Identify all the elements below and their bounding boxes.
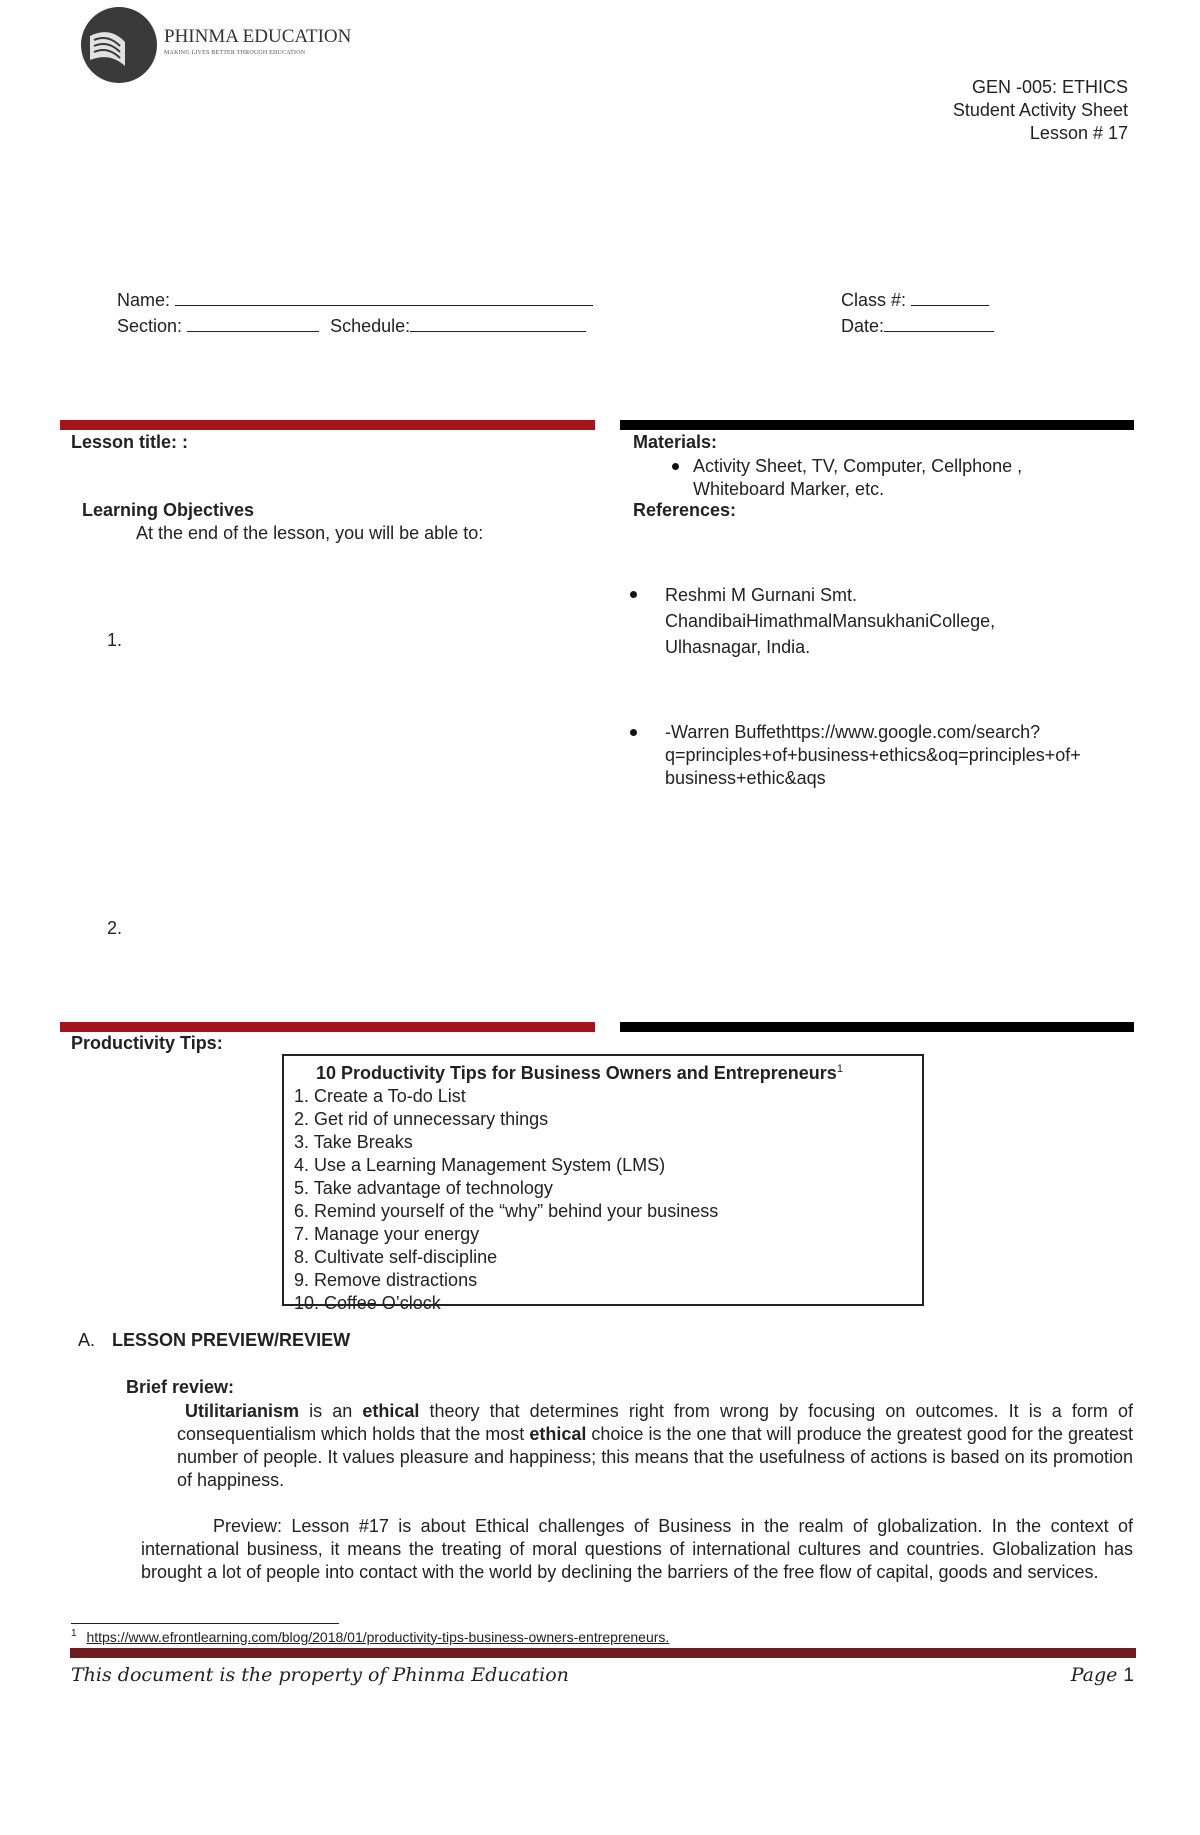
tip-item: 7. Manage your energy	[294, 1224, 480, 1244]
schedule-field[interactable]	[410, 315, 586, 332]
materials-line-2: Whiteboard Marker, etc.	[693, 479, 885, 499]
tip-item: 4. Use a Learning Management System (LMS)	[294, 1155, 666, 1175]
tip-item: 9. Remove distractions	[294, 1270, 478, 1290]
class-field[interactable]	[911, 289, 989, 306]
objectives-title: Learning Objectives	[82, 500, 255, 520]
term-utilitarianism: Utilitarianism	[185, 1401, 300, 1421]
tip-item: 1. Create a To-do List	[294, 1086, 466, 1106]
lesson-title-label: Lesson title: :	[71, 432, 189, 452]
logo-name: PHINMA EDUCATION	[164, 26, 352, 47]
objective-item-2: 2.	[107, 918, 123, 938]
reference-item-1	[630, 582, 995, 660]
tip-item: 8. Cultivate self-discipline	[294, 1247, 498, 1267]
section-label: Section:	[117, 316, 183, 336]
document-header	[953, 76, 1128, 145]
bullet-icon	[630, 591, 637, 598]
section-a-title: LESSON PREVIEW/REVIEW	[112, 1330, 351, 1350]
brief-text-3: choice is the one that will produce the greatest good for the greatest number of people. It values pleasure and happiness; this means that the usefulness of actions is based on its promotion of happiness.	[177, 1424, 1133, 1490]
date-row	[841, 315, 994, 337]
reference-2-line-3[interactable]: business+ethic&aqs	[665, 768, 826, 788]
lesson-number: Lesson # 17	[1029, 123, 1128, 143]
name-label: Name:	[117, 290, 171, 310]
references-label: References:	[633, 500, 737, 520]
tip-item: 2. Get rid of unnecessary things	[294, 1109, 549, 1129]
tips-divider-black	[620, 1022, 1134, 1032]
tip-item: 10. Coffee O’clock	[294, 1293, 441, 1313]
left-divider-red	[60, 420, 595, 430]
logo	[80, 6, 352, 84]
reference-item-2	[630, 721, 1081, 790]
name-row	[117, 289, 593, 311]
reference-2-line-1[interactable]: -Warren Buffethttps://www.google.com/search?	[665, 722, 1041, 742]
page-number	[1071, 1664, 1134, 1687]
objective-item-1: 1.	[107, 630, 123, 650]
page-num: 1	[1123, 1665, 1134, 1686]
reference-1-line-1: Reshmi M Gurnani Smt.	[665, 585, 858, 605]
footnote-link[interactable]: https://www.efrontlearning.com/blog/2018/01/productivity-tips-business-owners-entrepreneurs.	[86, 1628, 670, 1645]
materials-line-1: Activity Sheet, TV, Computer, Cellphone ,	[693, 456, 1023, 476]
brief-review-text	[177, 1400, 1133, 1492]
schedule-label: Schedule:	[330, 316, 411, 336]
term-ethical: ethical	[362, 1401, 420, 1421]
logo-tagline: MAKING LIVES BETTER THROUGH EDUCATION	[164, 50, 306, 56]
sheet-title: Student Activity Sheet	[952, 100, 1128, 120]
page-label: Page	[1070, 1664, 1124, 1686]
brief-text-1: is an	[299, 1401, 363, 1421]
objectives-intro: At the end of the lesson, you will be able to:	[136, 523, 484, 543]
reference-1-line-3: Ulhasnagar, India.	[665, 637, 811, 657]
productivity-tips-label: Productivity Tips:	[71, 1033, 223, 1053]
section-a-marker: A.	[78, 1330, 96, 1350]
tips-divider-red	[60, 1022, 595, 1032]
phinma-logo-icon	[80, 6, 158, 84]
brief-review-label: Brief review:	[126, 1377, 235, 1397]
tips-box-title-text: 10 Productivity Tips for Business Owners and Entrepreneurs	[316, 1063, 837, 1083]
reference-1-line-2: ChandibaiHimathmalMansukhaniCollege,	[665, 611, 996, 631]
preview-text: Preview: Lesson #17 is about Ethical challenges of Business in the realm of globalization. In the context of international business, it means the treating of moral questions of international cultures and countries. Globalization has brought a lot of people into contact with the world by declining the barriers of the free flow of capital, goods and services.	[141, 1516, 1133, 1582]
name-field[interactable]	[175, 289, 593, 306]
footnote	[71, 1628, 669, 1645]
section-row	[117, 315, 586, 337]
materials-list	[672, 455, 1022, 501]
section-a-heading	[78, 1330, 350, 1351]
tip-item: 6. Remind yourself of the “why” behind your business	[294, 1201, 719, 1221]
bullet-icon	[630, 729, 637, 736]
brief-text-2: theory that determines right from wrong by focusing on outcomes. It is a form of consequentialism which holds that the most	[177, 1401, 1133, 1444]
productivity-tips-box	[282, 1054, 924, 1313]
term-ethical: ethical	[529, 1424, 587, 1444]
class-label: Class #:	[841, 290, 907, 310]
class-row	[841, 289, 989, 311]
section-field[interactable]	[187, 315, 319, 332]
footnote-mark[interactable]: 1	[836, 1063, 843, 1075]
footer-bar	[70, 1648, 1136, 1658]
footer-property-text: This document is the property of Phinma Education	[71, 1664, 569, 1686]
tip-item: 3. Take Breaks	[294, 1132, 413, 1152]
bullet-icon	[672, 463, 679, 470]
footnote-separator	[71, 1623, 339, 1624]
date-label: Date:	[841, 316, 885, 336]
tip-item: 5. Take advantage of technology	[294, 1178, 553, 1198]
right-divider-black	[620, 420, 1134, 430]
tips-box-title	[294, 1058, 922, 1085]
course-code: GEN -005: ETHICS	[971, 77, 1128, 97]
date-field[interactable]	[884, 315, 994, 332]
materials-label: Materials:	[633, 432, 718, 452]
footnote-number: 1	[71, 1628, 77, 1639]
reference-2-line-2[interactable]: q=principles+of+business+ethics&oq=principles+of+	[665, 745, 1081, 765]
